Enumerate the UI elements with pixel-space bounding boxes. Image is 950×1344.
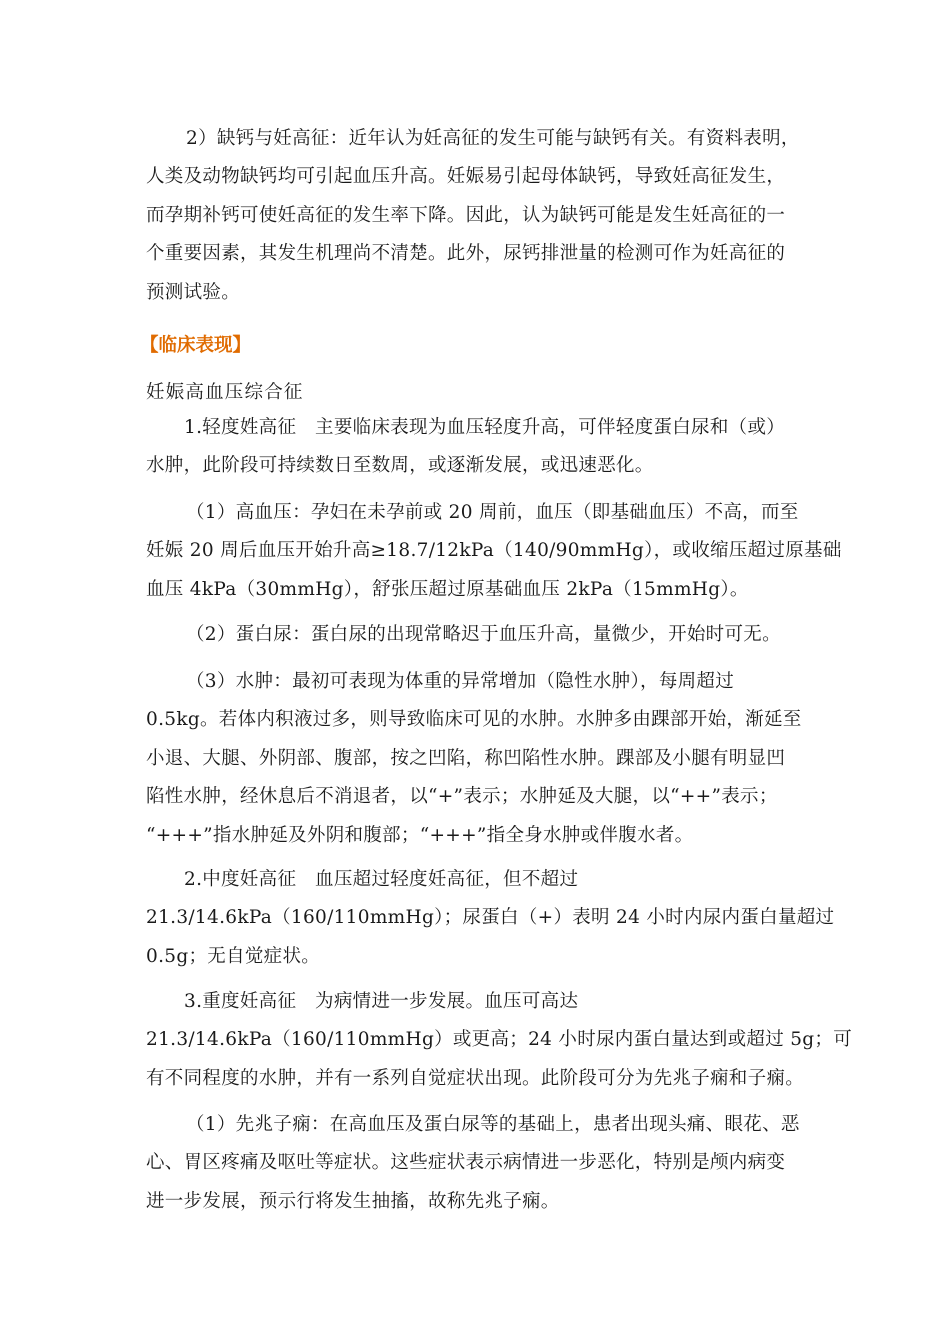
text-line: “+++”指水肿延及外阴和腹部；“+++”指全身水肿或伴腹水者。 [146,824,694,846]
text-line: 妊娠 20 周后血压开始升高≥18.7/12kPa（140/90mmHg），或收缩压超过原基础 [146,540,842,562]
text-line: 1.轻度姓高征 主要临床表现为血压轻度升高，可伴轻度蛋白尿和（或） [184,417,786,438]
paragraph-mild [146,409,812,486]
text-line: 3.重度妊高征 为病情进一步发展。血压可高达 [184,991,579,1012]
text-line: 预测试验。 [146,281,241,303]
text-line: 21.3/14.6kPa（160/110mmHg）；尿蛋白（+）表明 24 小时内尿内蛋白量超过 [146,907,835,929]
text-line: （2）蛋白尿：蛋白尿的出现常略迟于血压升高，量微少，开始时可无。 [186,624,781,645]
text-line: 小退、大腿、外阴部、腹部，按之凹陷，称凹陷性水肿。踝部及小腿有明显凹 [146,747,786,769]
paragraph-severe [146,983,853,1098]
text-line: 个重要因素，其发生机理尚不清楚。此外，尿钙排泄量的检测可作为妊高征的 [146,243,786,265]
paragraph-moderate [146,861,835,976]
paragraph-calcium [146,120,812,312]
paragraph-edema [146,663,812,855]
text-line: 心、胃区疼痛及呕吐等症状。这些症状表示病情进一步恶化，特别是颅内病变 [146,1152,786,1174]
paragraph-preeclampsia [146,1106,812,1221]
section-heading: 【临床表现】 [140,335,252,356]
text-line: （1）高血压：孕妇在未孕前或 20 周前，血压（即基础血压）不高，而至 [186,502,799,523]
text-line: 21.3/14.6kPa（160/110mmHg）或更高；24 小时尿内蛋白量达到或超过 5g；可 [146,1029,853,1051]
text-line: 2.中度妊高征 血压超过轻度妊高征，但不超过 [184,869,579,890]
paragraph-hypertension [146,494,842,609]
text-line: 2）缺钙与妊高征：近年认为妊高征的发生可能与缺钙有关。有资料表明， [186,128,800,149]
text-line: 而孕期补钙可使妊高征的发生率下降。因此，认为缺钙可能是发生妊高征的一 [146,204,786,226]
text-line: 水肿，此阶段可持续数日至数周，或逐渐发展，或迅速恶化。 [146,455,654,477]
text-line: （1）先兆子痫：在高血压及蛋白尿等的基础上，患者出现头痛、眼花、恶 [186,1114,800,1135]
text-line: 陷性水肿，经休息后不消退者，以“+”表示；水肿延及大腿，以“++”表示； [146,786,778,808]
text-line: 血压 4kPa（30mmHg），舒张压超过原基础血压 2kPa（15mmHg）。 [146,578,749,600]
text-line: 进一步发展，预示行将发生抽搐，故称先兆子痫。 [146,1190,560,1212]
text-line: （3）水肿：最初可表现为体重的异常增加（隐性水肿），每周超过 [186,671,735,692]
text-line: 人类及动物缺钙均可引起血压升高。妊娠易引起母体缺钙，导致妊高征发生， [146,166,786,188]
text-line: 0.5g；无自觉症状。 [146,945,321,967]
text-line: 0.5kg。若体内积液过多，则导致临床可见的水肿。水肿多由踝部开始，渐延至 [146,709,802,731]
text-line: 有不同程度的水肿，并有一系列自觉症状出现。此阶段可分为先兆子痫和子痫。 [146,1067,805,1089]
paragraph-proteinuria [146,616,812,654]
section-subheading: 妊娠高血压综合征 [146,382,304,403]
